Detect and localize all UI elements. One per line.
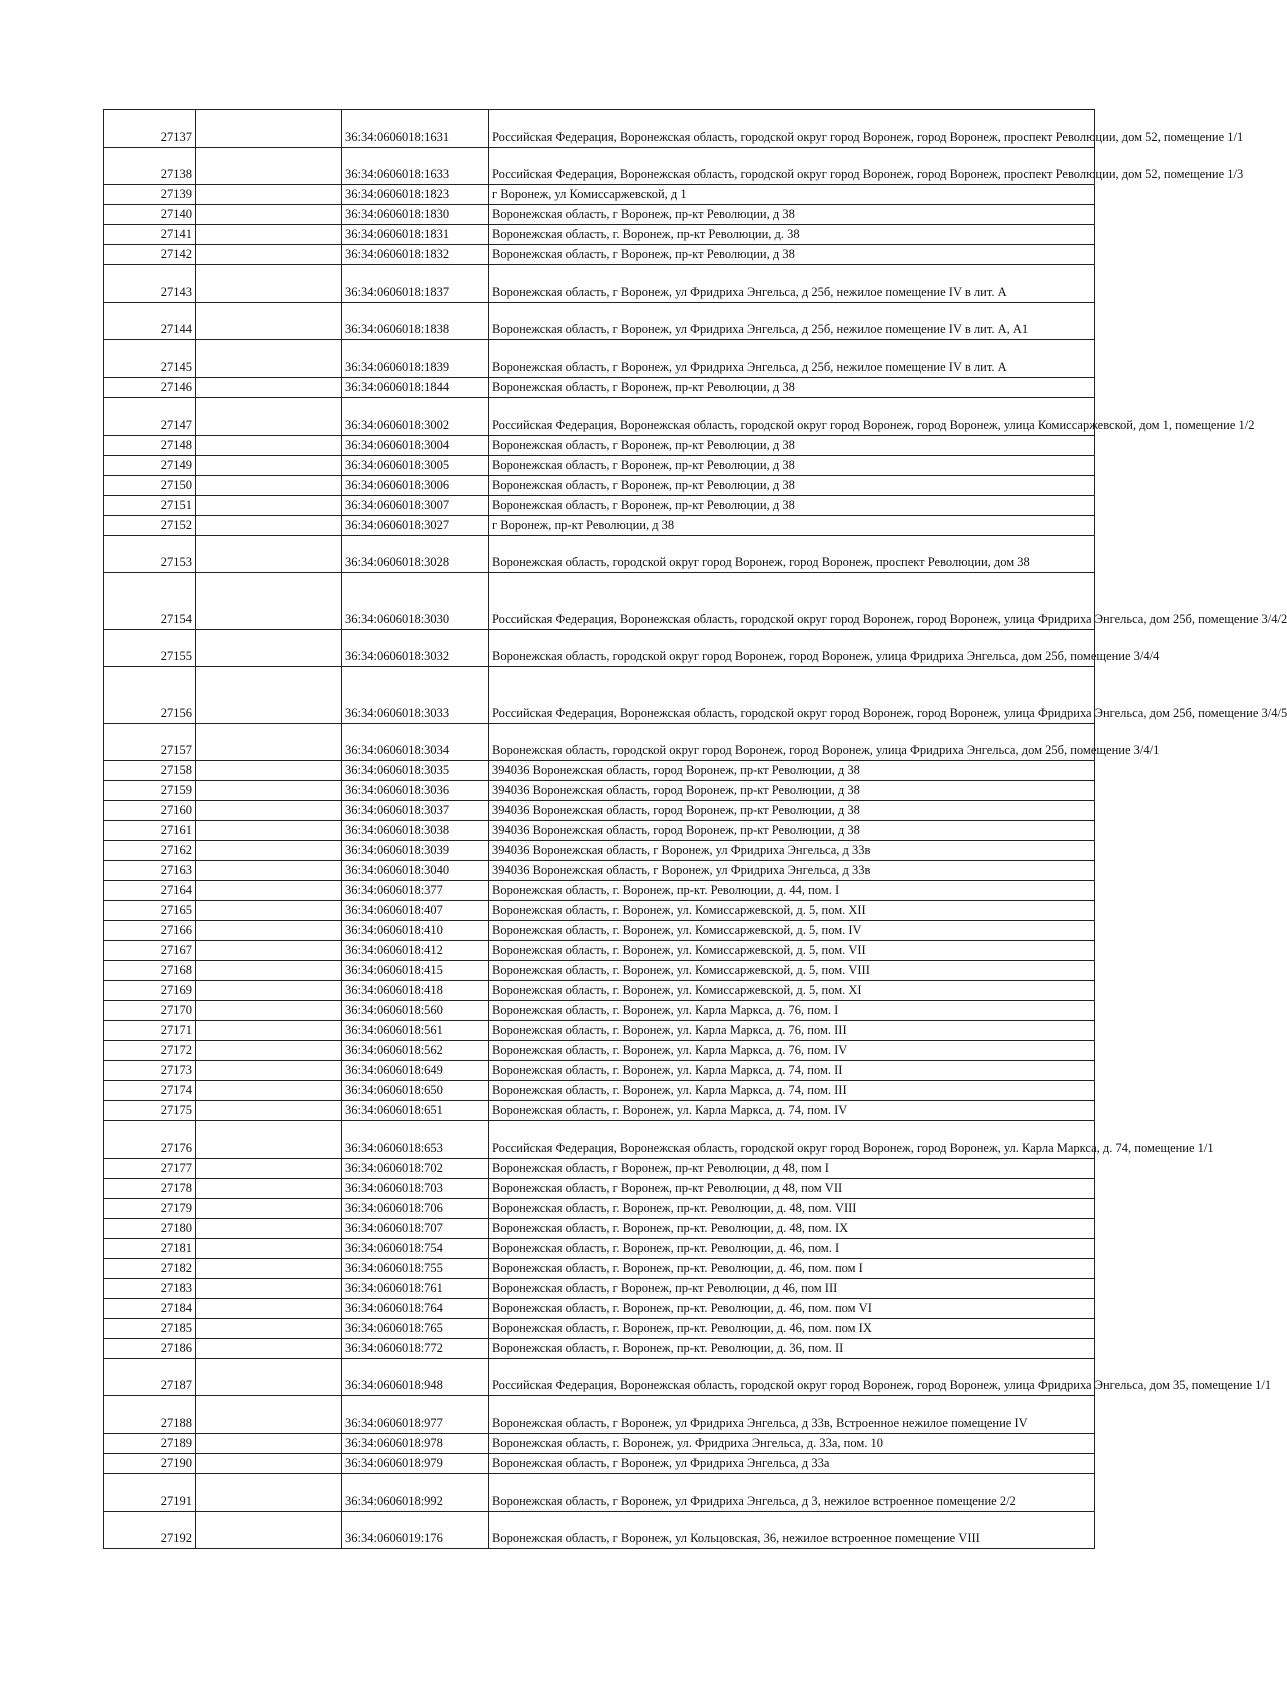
empty-cell: [196, 1318, 342, 1338]
cadastral-number: 36:34:0606018:1830: [342, 205, 489, 225]
table-row: [104, 667, 1095, 723]
row-number: 27166: [104, 921, 196, 941]
row-number: 27144: [104, 302, 196, 340]
address: Российская Федерация, Воронежская область, городской округ город Воронеж, город Воронеж, проспект Революции, дом 52, помещение 1/1: [489, 110, 1095, 148]
row-number: 27141: [104, 225, 196, 245]
table-row: [104, 1061, 1095, 1081]
address: Воронежская область, г. Воронеж, пр-кт. Революции, д. 48, пом. IX: [489, 1218, 1095, 1238]
table-row: [104, 941, 1095, 961]
empty-cell: [196, 515, 342, 535]
empty-cell: [196, 1178, 342, 1198]
row-number: 27149: [104, 455, 196, 475]
cadastral-number: 36:34:0606018:3007: [342, 495, 489, 515]
table-row: [104, 185, 1095, 205]
address: Воронежская область, городской округ город Воронеж, город Воронеж, улица Фридриха Энгельса, дом 25б, помещение 3/4/1: [489, 723, 1095, 761]
table-row: [104, 495, 1095, 515]
address: Воронежская область, г Воронеж, ул Кольцовская, 36, нежилое встроенное помещение VIII: [489, 1511, 1095, 1549]
row-number: 27157: [104, 723, 196, 761]
table-row: [104, 1178, 1095, 1198]
empty-cell: [196, 340, 342, 378]
table-row: [104, 1101, 1095, 1121]
empty-cell: [196, 495, 342, 515]
address: Воронежская область, г. Воронеж, ул. Комиссаржевской, д. 5, пом. VII: [489, 941, 1095, 961]
cadastral-number: 36:34:0606019:176: [342, 1511, 489, 1549]
table-row: [104, 981, 1095, 1001]
table-row: [104, 921, 1095, 941]
row-number: 27143: [104, 265, 196, 303]
empty-cell: [196, 841, 342, 861]
empty-cell: [196, 801, 342, 821]
address: Воронежская область, г Воронеж, ул Фридриха Энгельса, д 25б, нежилое помещение IV в лит. А: [489, 340, 1095, 378]
cadastral-number: 36:34:0606018:772: [342, 1338, 489, 1358]
table-body: [104, 110, 1287, 1549]
row-number: 27172: [104, 1041, 196, 1061]
empty-cell: [196, 981, 342, 1001]
row-number: 27175: [104, 1101, 196, 1121]
empty-cell: [196, 881, 342, 901]
cadastral-number: 36:34:0606018:3006: [342, 475, 489, 495]
table-row: [104, 861, 1095, 881]
table-row: [104, 225, 1095, 245]
cadastral-number: 36:34:0606018:3034: [342, 723, 489, 761]
cadastral-number: 36:34:0606018:948: [342, 1358, 489, 1396]
empty-cell: [196, 961, 342, 981]
address: Воронежская область, г Воронеж, пр-кт Революции, д 38: [489, 245, 1095, 265]
cadastral-number: 36:34:0606018:978: [342, 1433, 489, 1453]
empty-cell: [196, 1061, 342, 1081]
row-number: 27154: [104, 573, 196, 629]
cadastral-number: 36:34:0606018:1837: [342, 265, 489, 303]
row-number: 27177: [104, 1158, 196, 1178]
row-number: 27190: [104, 1453, 196, 1473]
empty-cell: [196, 1278, 342, 1298]
address: Воронежская область, г Воронеж, пр-кт Революции, д 38: [489, 475, 1095, 495]
address: Воронежская область, г Воронеж, пр-кт Революции, д 48, пом VII: [489, 1178, 1095, 1198]
table-row: [104, 1001, 1095, 1021]
row-number: 27164: [104, 881, 196, 901]
row-number: 27165: [104, 901, 196, 921]
table-row: [104, 1453, 1095, 1473]
address: Российская Федерация, Воронежская область, городской округ город Воронеж, город Воронеж, улица Комиссаржевской, дом 1, помещение 1/2: [489, 397, 1095, 435]
empty-cell: [196, 225, 342, 245]
empty-cell: [196, 1433, 342, 1453]
cadastral-number: 36:34:0606018:977: [342, 1396, 489, 1434]
table-row: [104, 1021, 1095, 1041]
cadastral-number: 36:34:0606018:649: [342, 1061, 489, 1081]
address: Воронежская область, г. Воронеж, ул. Комиссаржевской, д. 5, пом. VIII: [489, 961, 1095, 981]
table-row: [104, 629, 1095, 667]
address: 394036 Воронежская область, город Воронеж, пр-кт Революции, д 38: [489, 821, 1095, 841]
address: Воронежская область, г. Воронеж, ул. Карла Маркса, д. 76, пом. I: [489, 1001, 1095, 1021]
empty-cell: [196, 861, 342, 881]
address: Российская Федерация, Воронежская область, городской округ город Воронеж, город Воронеж, улица Фридриха Энгельса, дом 35, помещение 1/1: [489, 1358, 1095, 1396]
row-number: 27155: [104, 629, 196, 667]
empty-cell: [196, 1218, 342, 1238]
table-row: [104, 1238, 1095, 1258]
table-row: [104, 535, 1095, 573]
empty-cell: [196, 377, 342, 397]
address: Воронежская область, г Воронеж, ул Фридриха Энгельса, д 33в, Встроенное нежилое помещение IV: [489, 1396, 1095, 1434]
row-number: 27158: [104, 761, 196, 781]
address: 394036 Воронежская область, г Воронеж, ул Фридриха Энгельса, д 33в: [489, 841, 1095, 861]
address: 394036 Воронежская область, г Воронеж, ул Фридриха Энгельса, д 33в: [489, 861, 1095, 881]
table-row: [104, 1198, 1095, 1218]
table-row: [104, 340, 1095, 378]
cadastral-number: 36:34:0606018:3027: [342, 515, 489, 535]
empty-cell: [196, 475, 342, 495]
property-register-table: [103, 109, 1287, 1549]
cadastral-number: 36:34:0606018:3036: [342, 781, 489, 801]
row-number: 27151: [104, 495, 196, 515]
empty-cell: [196, 435, 342, 455]
row-number: 27137: [104, 110, 196, 148]
row-number: 27169: [104, 981, 196, 1001]
address: 394036 Воронежская область, город Воронеж, пр-кт Революции, д 38: [489, 781, 1095, 801]
empty-cell: [196, 1101, 342, 1121]
cadastral-number: 36:34:0606018:979: [342, 1453, 489, 1473]
address: Воронежская область, г Воронеж, ул Фридриха Энгельса, д 33а: [489, 1453, 1095, 1473]
table-row: [104, 573, 1095, 629]
row-number: 27148: [104, 435, 196, 455]
cadastral-number: 36:34:0606018:561: [342, 1021, 489, 1041]
cadastral-number: 36:34:0606018:562: [342, 1041, 489, 1061]
cadastral-number: 36:34:0606018:3030: [342, 573, 489, 629]
row-number: 27188: [104, 1396, 196, 1434]
row-number: 27179: [104, 1198, 196, 1218]
empty-cell: [196, 1338, 342, 1358]
table-row: [104, 821, 1095, 841]
row-number: 27142: [104, 245, 196, 265]
row-number: 27161: [104, 821, 196, 841]
empty-cell: [196, 901, 342, 921]
cadastral-number: 36:34:0606018:415: [342, 961, 489, 981]
address: Воронежская область, г Воронеж, пр-кт Революции, д 46, пом III: [489, 1278, 1095, 1298]
address: г Воронеж, пр-кт Революции, д 38: [489, 515, 1095, 535]
row-number: 27156: [104, 667, 196, 723]
empty-cell: [196, 667, 342, 723]
address: Воронежская область, городской округ город Воронеж, город Воронеж, улица Фридриха Энгельса, дом 25б, помещение 3/4/4: [489, 629, 1095, 667]
cadastral-number: 36:34:0606018:3032: [342, 629, 489, 667]
cadastral-number: 36:34:0606018:1838: [342, 302, 489, 340]
table-row: [104, 1338, 1095, 1358]
empty-cell: [196, 245, 342, 265]
cadastral-number: 36:34:0606018:703: [342, 1178, 489, 1198]
table-row: [104, 205, 1095, 225]
table-row: [104, 1511, 1095, 1549]
address: Воронежская область, г. Воронеж, пр-кт. Революции, д. 46, пом. пом I: [489, 1258, 1095, 1278]
cadastral-number: 36:34:0606018:1823: [342, 185, 489, 205]
row-number: 27186: [104, 1338, 196, 1358]
cadastral-number: 36:34:0606018:1631: [342, 110, 489, 148]
table-row: [104, 397, 1095, 435]
empty-cell: [196, 455, 342, 475]
table-row: [104, 515, 1095, 535]
table-row: [104, 1121, 1095, 1159]
row-number: 27152: [104, 515, 196, 535]
empty-cell: [196, 1001, 342, 1021]
table-row: [104, 841, 1095, 861]
address: Воронежская область, г Воронеж, ул Фридриха Энгельса, д 25б, нежилое помещение IV в лит. А: [489, 265, 1095, 303]
table-row: [104, 1081, 1095, 1101]
address: Воронежская область, г Воронеж, пр-кт Революции, д 48, пом I: [489, 1158, 1095, 1178]
cadastral-number: 36:34:0606018:761: [342, 1278, 489, 1298]
empty-cell: [196, 1081, 342, 1101]
address: Воронежская область, г. Воронеж, пр-кт. Революции, д. 36, пом. II: [489, 1338, 1095, 1358]
table-row: [104, 1433, 1095, 1453]
cadastral-number: 36:34:0606018:3039: [342, 841, 489, 861]
cadastral-number: 36:34:0606018:3028: [342, 535, 489, 573]
row-number: 27147: [104, 397, 196, 435]
cadastral-number: 36:34:0606018:560: [342, 1001, 489, 1021]
address: Воронежская область, г Воронеж, пр-кт Революции, д 38: [489, 455, 1095, 475]
table-row: [104, 1041, 1095, 1061]
address: Воронежская область, г. Воронеж, ул. Комиссаржевской, д. 5, пом. XII: [489, 901, 1095, 921]
cadastral-number: 36:34:0606018:412: [342, 941, 489, 961]
address: Российская Федерация, Воронежская область, городской округ город Воронеж, город Воронеж, ул. Карла Маркса, д. 74, помещение 1/1: [489, 1121, 1095, 1159]
empty-cell: [196, 1121, 342, 1159]
cadastral-number: 36:34:0606018:1844: [342, 377, 489, 397]
cadastral-number: 36:34:0606018:992: [342, 1473, 489, 1511]
cadastral-number: 36:34:0606018:651: [342, 1101, 489, 1121]
cadastral-number: 36:34:0606018:706: [342, 1198, 489, 1218]
row-number: 27150: [104, 475, 196, 495]
empty-cell: [196, 302, 342, 340]
row-number: 27159: [104, 781, 196, 801]
empty-cell: [196, 1198, 342, 1218]
table-row: [104, 435, 1095, 455]
row-number: 27192: [104, 1511, 196, 1549]
row-number: 27138: [104, 147, 196, 185]
empty-cell: [196, 781, 342, 801]
address: Воронежская область, г. Воронеж, пр-кт. Революции, д. 46, пом. пом VI: [489, 1298, 1095, 1318]
table-row: [104, 245, 1095, 265]
cadastral-number: 36:34:0606018:3005: [342, 455, 489, 475]
cadastral-number: 36:34:0606018:3035: [342, 761, 489, 781]
empty-cell: [196, 1453, 342, 1473]
table-row: [104, 147, 1095, 185]
address: Воронежская область, г Воронеж, ул Фридриха Энгельса, д 3, нежилое встроенное помещение 2/2: [489, 1473, 1095, 1511]
address: Воронежская область, г. Воронеж, пр-кт Революции, д. 38: [489, 225, 1095, 245]
address: Воронежская область, г. Воронеж, пр-кт. Революции, д. 44, пом. I: [489, 881, 1095, 901]
empty-cell: [196, 1021, 342, 1041]
row-number: 27140: [104, 205, 196, 225]
table-row: [104, 1298, 1095, 1318]
empty-cell: [196, 185, 342, 205]
row-number: 27145: [104, 340, 196, 378]
table-row: [104, 723, 1095, 761]
cadastral-number: 36:34:0606018:764: [342, 1298, 489, 1318]
cadastral-number: 36:34:0606018:377: [342, 881, 489, 901]
address: Воронежская область, г. Воронеж, ул. Карла Маркса, д. 74, пом. III: [489, 1081, 1095, 1101]
cadastral-number: 36:34:0606018:3004: [342, 435, 489, 455]
address: Воронежская область, г. Воронеж, ул. Карла Маркса, д. 76, пом. III: [489, 1021, 1095, 1041]
address: Воронежская область, г. Воронеж, пр-кт. Революции, д. 46, пом. пом IX: [489, 1318, 1095, 1338]
address: Воронежская область, г Воронеж, пр-кт Революции, д 38: [489, 495, 1095, 515]
empty-cell: [196, 1041, 342, 1061]
address: Воронежская область, г. Воронеж, ул. Комиссаржевской, д. 5, пом. IV: [489, 921, 1095, 941]
address: Воронежская область, г Воронеж, ул Фридриха Энгельса, д 25б, нежилое помещение IV в лит. А, А1: [489, 302, 1095, 340]
cadastral-number: 36:34:0606018:407: [342, 901, 489, 921]
table-row: [104, 455, 1095, 475]
row-number: 27182: [104, 1258, 196, 1278]
row-number: 27162: [104, 841, 196, 861]
address: Российская Федерация, Воронежская область, городской округ город Воронеж, город Воронеж, улица Фридриха Энгельса, дом 25б, помещение 3/4/2: [489, 573, 1095, 629]
table-row: [104, 1158, 1095, 1178]
row-number: 27171: [104, 1021, 196, 1041]
cadastral-number: 36:34:0606018:653: [342, 1121, 489, 1159]
row-number: 27180: [104, 1218, 196, 1238]
empty-cell: [196, 761, 342, 781]
empty-cell: [196, 1396, 342, 1434]
row-number: 27178: [104, 1178, 196, 1198]
row-number: 27187: [104, 1358, 196, 1396]
row-number: 27160: [104, 801, 196, 821]
table-row: [104, 1396, 1095, 1434]
empty-cell: [196, 1511, 342, 1549]
table-row: [104, 1358, 1095, 1396]
address: Воронежская область, г. Воронеж, ул. Комиссаржевской, д. 5, пом. XI: [489, 981, 1095, 1001]
table-row: [104, 302, 1095, 340]
cadastral-number: 36:34:0606018:702: [342, 1158, 489, 1178]
table-row: [104, 781, 1095, 801]
address: Воронежская область, г Воронеж, пр-кт Революции, д 38: [489, 377, 1095, 397]
address: Воронежская область, г Воронеж, пр-кт Революции, д 38: [489, 435, 1095, 455]
empty-cell: [196, 147, 342, 185]
address: Воронежская область, г. Воронеж, пр-кт. Революции, д. 48, пом. VIII: [489, 1198, 1095, 1218]
address: 394036 Воронежская область, город Воронеж, пр-кт Революции, д 38: [489, 801, 1095, 821]
cadastral-number: 36:34:0606018:1832: [342, 245, 489, 265]
empty-cell: [196, 1358, 342, 1396]
cadastral-number: 36:34:0606018:1839: [342, 340, 489, 378]
row-number: 27185: [104, 1318, 196, 1338]
empty-cell: [196, 1238, 342, 1258]
address: Воронежская область, г. Воронеж, ул. Карла Маркса, д. 76, пом. IV: [489, 1041, 1095, 1061]
table-row: [104, 1318, 1095, 1338]
address: Российская Федерация, Воронежская область, городской округ город Воронеж, город Воронеж, улица Фридриха Энгельса, дом 25б, помещение 3/4/5: [489, 667, 1095, 723]
address: Воронежская область, городской округ город Воронеж, город Воронеж, проспект Революции, дом 38: [489, 535, 1095, 573]
table-row: [104, 801, 1095, 821]
cadastral-number: 36:34:0606018:765: [342, 1318, 489, 1338]
row-number: 27170: [104, 1001, 196, 1021]
empty-cell: [196, 821, 342, 841]
cadastral-number: 36:34:0606018:3002: [342, 397, 489, 435]
empty-cell: [196, 110, 342, 148]
cadastral-number: 36:34:0606018:410: [342, 921, 489, 941]
address: Воронежская область, г. Воронеж, пр-кт. Революции, д. 46, пом. I: [489, 1238, 1095, 1258]
row-number: 27173: [104, 1061, 196, 1081]
empty-cell: [196, 1473, 342, 1511]
cadastral-number: 36:34:0606018:3040: [342, 861, 489, 881]
table-row: [104, 265, 1095, 303]
row-number: 27139: [104, 185, 196, 205]
table-row: [104, 475, 1095, 495]
row-number: 27183: [104, 1278, 196, 1298]
cadastral-number: 36:34:0606018:650: [342, 1081, 489, 1101]
empty-cell: [196, 921, 342, 941]
address: 394036 Воронежская область, город Воронеж, пр-кт Революции, д 38: [489, 761, 1095, 781]
cadastral-number: 36:34:0606018:1831: [342, 225, 489, 245]
row-number: 27189: [104, 1433, 196, 1453]
table-row: [104, 881, 1095, 901]
cadastral-number: 36:34:0606018:3037: [342, 801, 489, 821]
empty-cell: [196, 205, 342, 225]
row-number: 27153: [104, 535, 196, 573]
cadastral-number: 36:34:0606018:755: [342, 1258, 489, 1278]
row-number: 27184: [104, 1298, 196, 1318]
row-number: 27191: [104, 1473, 196, 1511]
address: Воронежская область, г. Воронеж, ул. Карла Маркса, д. 74, пом. II: [489, 1061, 1095, 1081]
address: Воронежская область, г. Воронеж, ул. Фридриха Энгельса, д. 33а, пом. 10: [489, 1433, 1095, 1453]
cadastral-number: 36:34:0606018:418: [342, 981, 489, 1001]
empty-cell: [196, 723, 342, 761]
row-number: 27167: [104, 941, 196, 961]
table-row: [104, 761, 1095, 781]
cadastral-number: 36:34:0606018:3038: [342, 821, 489, 841]
table-row: [104, 1218, 1095, 1238]
empty-cell: [196, 1298, 342, 1318]
empty-cell: [196, 573, 342, 629]
row-number: 27163: [104, 861, 196, 881]
row-number: 27168: [104, 961, 196, 981]
table-row: [104, 1278, 1095, 1298]
empty-cell: [196, 941, 342, 961]
empty-cell: [196, 1158, 342, 1178]
table-row: [104, 901, 1095, 921]
address: г Воронеж, ул Комиссаржевской, д 1: [489, 185, 1095, 205]
table-row: [104, 377, 1095, 397]
row-number: 27181: [104, 1238, 196, 1258]
address: Воронежская область, г Воронеж, пр-кт Революции, д 38: [489, 205, 1095, 225]
address: Воронежская область, г. Воронеж, ул. Карла Маркса, д. 74, пом. IV: [489, 1101, 1095, 1121]
table-row: [104, 961, 1095, 981]
empty-cell: [196, 397, 342, 435]
cadastral-number: 36:34:0606018:754: [342, 1238, 489, 1258]
empty-cell: [196, 1258, 342, 1278]
cadastral-number: 36:34:0606018:3033: [342, 667, 489, 723]
empty-cell: [196, 629, 342, 667]
cadastral-number: 36:34:0606018:707: [342, 1218, 489, 1238]
empty-cell: [196, 265, 342, 303]
empty-cell: [196, 535, 342, 573]
table-row: [104, 1258, 1095, 1278]
address: Российская Федерация, Воронежская область, городской округ город Воронеж, город Воронеж, проспект Революции, дом 52, помещение 1/3: [489, 147, 1095, 185]
row-number: 27146: [104, 377, 196, 397]
cadastral-number: 36:34:0606018:1633: [342, 147, 489, 185]
table-row: [104, 110, 1095, 148]
row-number: 27174: [104, 1081, 196, 1101]
table-row: [104, 1473, 1095, 1511]
row-number: 27176: [104, 1121, 196, 1159]
